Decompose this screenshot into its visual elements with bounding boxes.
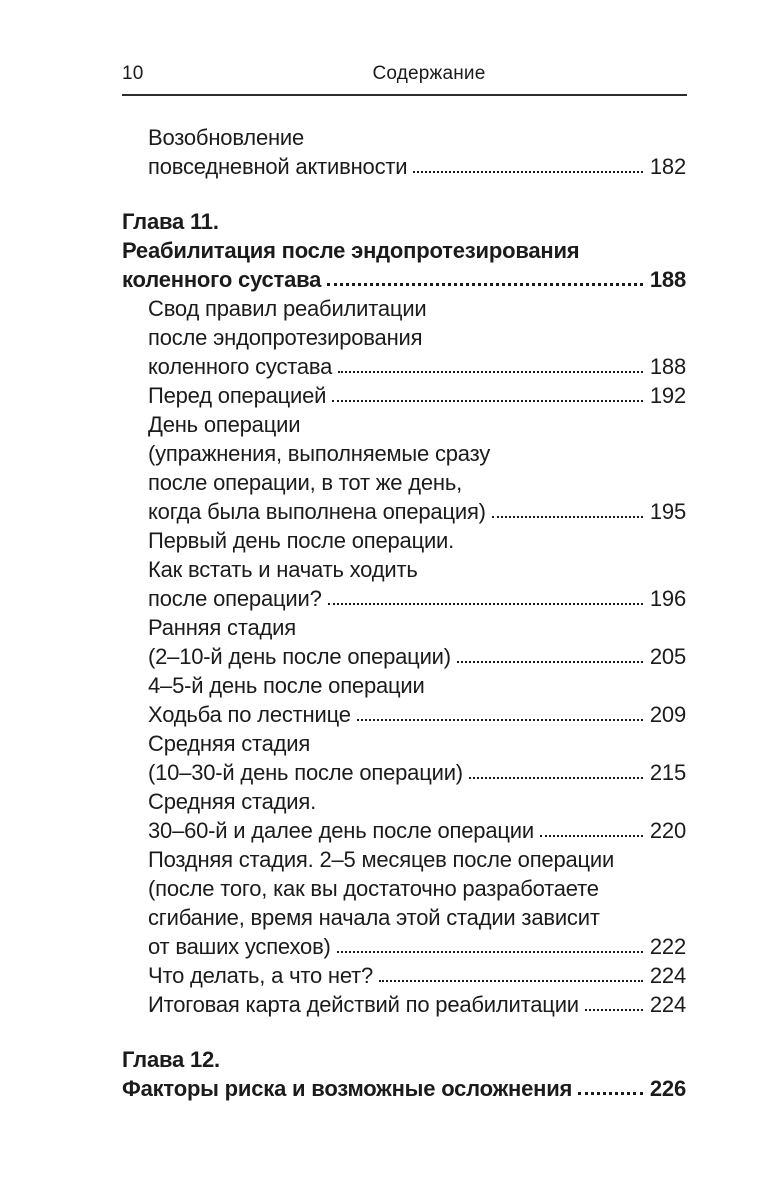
dot-leader — [337, 951, 643, 953]
toc-chapter-entry — [122, 1045, 686, 1103]
toc-entry-line — [122, 410, 686, 439]
toc-entry-line — [122, 207, 686, 236]
dot-leader — [338, 371, 643, 373]
toc-entry-line — [122, 758, 686, 787]
toc-entry-text: Средняя стадия. — [148, 789, 317, 814]
toc-entry-line — [122, 729, 686, 758]
toc-entry-text: сгибание, время начала этой стадии зависит — [148, 905, 600, 930]
toc-page-number: 182 — [649, 154, 686, 179]
toc-entry-text: от ваших успехов) — [148, 934, 331, 959]
toc-entry-line — [122, 526, 686, 555]
toc-entry-line — [122, 903, 686, 932]
page-number-folio: 10 — [122, 63, 144, 84]
toc-entry-line — [122, 584, 686, 613]
toc-page-number: 205 — [649, 644, 686, 669]
toc-page-number: 222 — [649, 934, 686, 959]
toc-entry-line — [122, 236, 686, 265]
toc-entry-text: коленного сустава — [148, 354, 333, 379]
toc-entry-line — [122, 468, 686, 497]
toc-entry-line — [122, 845, 686, 874]
toc-entry-line — [122, 294, 686, 323]
dot-leader — [578, 1092, 643, 1095]
dot-leader — [457, 661, 643, 663]
toc-entry-text: Ходьба по лестнице — [148, 702, 351, 727]
toc-entry-line — [122, 265, 686, 294]
toc-entry-text: Глава 12. — [122, 1047, 220, 1072]
toc-chapter-entry — [122, 207, 686, 294]
toc-entry-line — [122, 932, 686, 961]
toc-entry-text: Как встать и начать ходить — [148, 557, 418, 582]
toc-page-number: 224 — [649, 992, 686, 1017]
toc-sub-entry — [122, 526, 686, 613]
toc-entry-text: Средняя стадия — [148, 731, 311, 756]
toc-entry-line — [122, 961, 686, 990]
toc-entry-line — [122, 1045, 686, 1074]
toc-entry-text: Поздняя стадия. 2–5 месяцев после операции — [148, 847, 615, 872]
toc-entry-text: Итоговая карта действий по реабилитации — [148, 992, 579, 1017]
toc-entry-line — [122, 323, 686, 352]
toc-entry-line — [122, 352, 686, 381]
toc-entry-line — [122, 123, 686, 152]
dot-leader — [327, 283, 643, 286]
toc-sub-entry — [122, 787, 686, 845]
dot-leader — [540, 835, 643, 837]
toc-sub-entry — [122, 729, 686, 787]
toc-entry-text: (2–10-й день после операции) — [148, 644, 451, 669]
toc-sub-entry — [122, 845, 686, 961]
toc-entry-line — [122, 381, 686, 410]
dot-leader — [357, 719, 643, 721]
toc-page-number: 188 — [649, 267, 686, 292]
toc-entry-text: Ранняя стадия — [148, 615, 296, 640]
toc-page-number: 220 — [649, 818, 686, 843]
toc-sub-entry — [122, 961, 686, 990]
toc-entry-line — [122, 874, 686, 903]
toc-entry-text: Первый день после операции. — [148, 528, 455, 553]
dot-leader — [379, 980, 643, 982]
dot-leader — [332, 400, 643, 402]
toc-page-number: 192 — [649, 383, 686, 408]
toc-entry-line — [122, 700, 686, 729]
toc-entry-text: Реабилитация после эндопротезирования — [122, 238, 580, 263]
toc-entry-text: после эндопротезирования — [148, 325, 423, 350]
toc-entry-text: коленного сустава — [122, 267, 322, 292]
toc-entry-line — [122, 671, 686, 700]
toc-sub-entry — [122, 671, 686, 729]
toc-entry-text: Свод правил реабилитации — [148, 296, 427, 321]
toc-entry-text: после операции? — [148, 586, 322, 611]
toc-entry-text: после операции, в тот же день, — [148, 470, 463, 495]
toc-entry-text: 4–5-й день после операции — [148, 673, 425, 698]
toc-entry-line — [122, 497, 686, 526]
toc-sub-entry — [122, 410, 686, 526]
toc-page-number: 209 — [649, 702, 686, 727]
toc-entry-text: (10–30-й день после операции) — [148, 760, 463, 785]
toc-page-number: 195 — [649, 499, 686, 524]
toc-entry-line — [122, 787, 686, 816]
toc-page-number: 215 — [649, 760, 686, 785]
toc-entry-text: Что делать, а что нет? — [148, 963, 374, 988]
toc-list — [122, 123, 686, 1103]
toc-sub-entry — [122, 294, 686, 381]
toc-entry-line — [122, 1074, 686, 1103]
toc-page-number: 188 — [649, 354, 686, 379]
toc-entry-line — [122, 642, 686, 671]
toc-entry-text: повседневной активности — [148, 154, 408, 179]
toc-entry-text: День операции — [148, 412, 301, 437]
toc-sub-entry — [122, 123, 686, 181]
toc-entry-text: Глава 11. — [122, 209, 219, 234]
toc-entry-line — [122, 439, 686, 468]
toc-entry-line — [122, 816, 686, 845]
toc-entry-line — [122, 555, 686, 584]
toc-entry-text: Возобновление — [148, 125, 305, 150]
toc-sub-entry — [122, 990, 686, 1019]
toc-entry-text: Факторы риска и возможные осложнения — [122, 1076, 573, 1101]
dot-leader — [328, 603, 643, 605]
toc-entry-text: 30–60-й и далее день после операции — [148, 818, 534, 843]
toc-entry-text: (после того, как вы достаточно разработаете — [148, 876, 599, 901]
toc-entry-line — [122, 152, 686, 181]
header-divider — [122, 94, 687, 96]
toc-entry-line — [122, 613, 686, 642]
toc-entry-text: Перед операцией — [148, 383, 327, 408]
dot-leader — [469, 777, 643, 779]
running-head-title: Содержание — [372, 63, 486, 84]
toc-entry-text: (упражнения, выполняемые сразу — [148, 441, 491, 466]
dot-leader — [492, 516, 643, 518]
toc-entry-text: когда была выполнена операция) — [148, 499, 486, 524]
toc-entry-line — [122, 990, 686, 1019]
dot-leader — [585, 1009, 643, 1011]
toc-sub-entry — [122, 381, 686, 410]
toc-page-number: 196 — [649, 586, 686, 611]
toc-sub-entry — [122, 613, 686, 671]
toc-page-number: 224 — [649, 963, 686, 988]
toc-page-number: 226 — [649, 1076, 686, 1101]
dot-leader — [413, 171, 643, 173]
